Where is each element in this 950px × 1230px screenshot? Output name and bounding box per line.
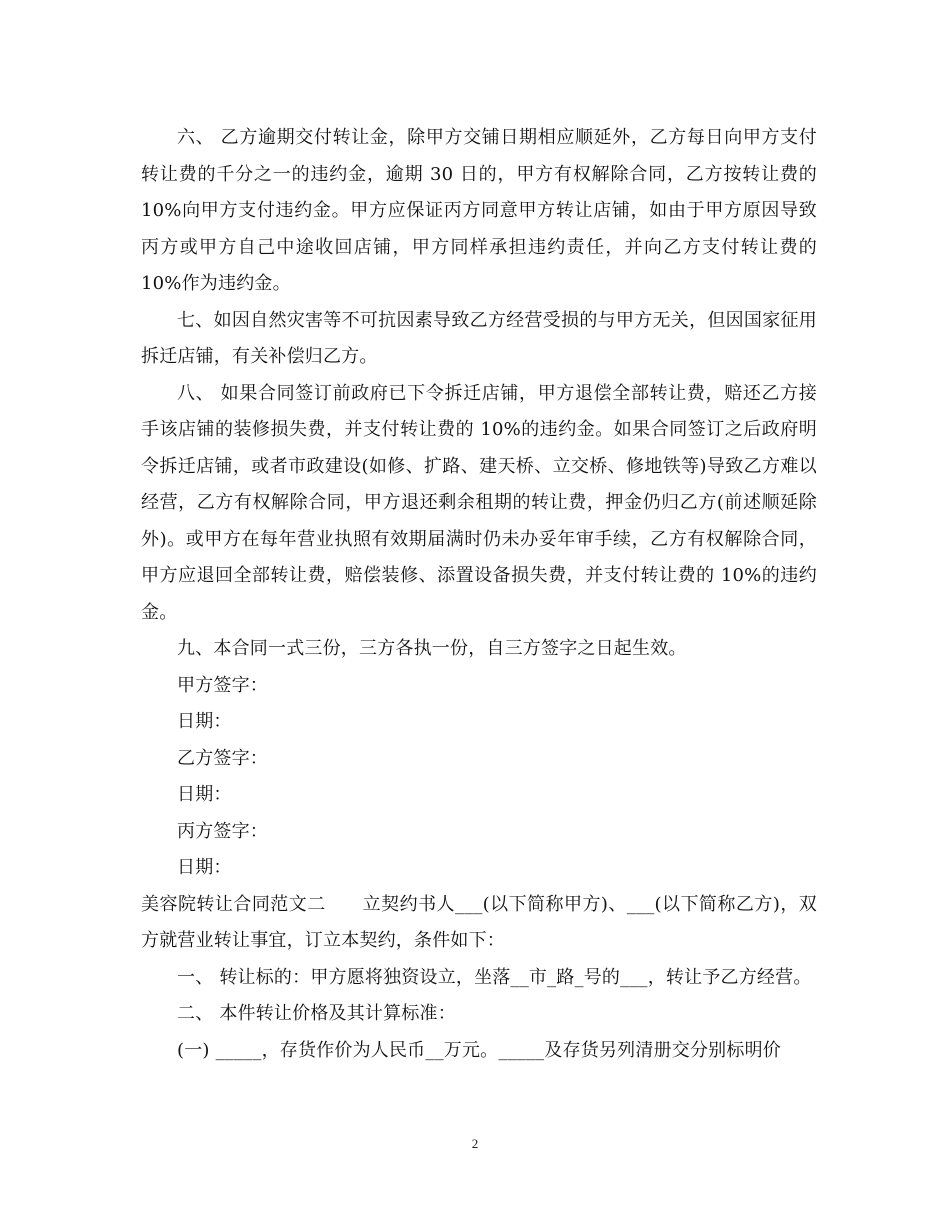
- party-b-signature: 乙方签字：: [177, 747, 268, 769]
- clause-seven: 七、如因自然灾害等不可抗因素导致乙方经营受损的与甲方无关，但因国家征用拆迁店铺，有关补偿归乙方。: [141, 309, 817, 367]
- page-number: 2: [471, 1136, 479, 1151]
- clause-six: 六、 乙方逾期交付转让金，除甲方交铺日期相应顺延外，乙方每日向甲方支付转让费的千分之一的违约金，逾期 30 日的，甲方有权解除合同，乙方按转让费的 10%向甲方支付违约金。甲方应保证丙方同意甲方转让店铺，如由于甲方原因导致丙方或甲方自己中途收回店铺，甲方同样承担违约责任，并向乙方支付转让费的 10%作为违约金。: [141, 127, 817, 294]
- clause-eight: 八、 如果合同签订前政府已下令拆迁店铺，甲方退偿全部转让费，赔还乙方接手该店铺的装修损失费，并支付转让费的 10%的违约金。如果合同签订之后政府明令拆迁店铺，或者市政建设(如修、扩路、建天桥、立交桥、修地铁等)导致乙方难以经营，乙方有权解除合同，甲方退还剩余租期的转让费，押金仍归乙方(前述顺延除外)。或甲方在每年营业执照有效期届满时仍未办妥年审手续，乙方有权解除合同，甲方应退回全部转让费，赔偿装修、添置设备损失费，并支付转让费的 10%的违约金。: [141, 382, 817, 623]
- party-b-date: 日期：: [177, 784, 232, 805]
- party-c-date: 日期：: [177, 857, 232, 878]
- clause-one: 一、 转让标的：甲方愿将独资设立，坐落__市_路_号的___，转让予乙方经营。: [177, 966, 812, 988]
- party-a-date: 日期：: [177, 711, 232, 732]
- party-c-signature: 丙方签字：: [177, 820, 268, 842]
- document-body: [141, 120, 817, 1069]
- clause-nine: 九、本合同一式三份，三方各执一份，自三方签字之日起生效。: [177, 638, 687, 659]
- second-contract-intro: 美容院转让合同范文二 立契约书人___(以下简称甲方)、___(以下简称乙方)，双方就营业转让事宜，订立本契约，条件如下：: [141, 893, 817, 951]
- party-a-signature: 甲方签字：: [177, 674, 268, 696]
- clause-two: 二、 本件转让价格及其计算标准：: [177, 1003, 456, 1024]
- sub-clause-one: (一) _____，存货作价为人民币__万元。_____及存货另列清册交分别标明价: [177, 1039, 781, 1061]
